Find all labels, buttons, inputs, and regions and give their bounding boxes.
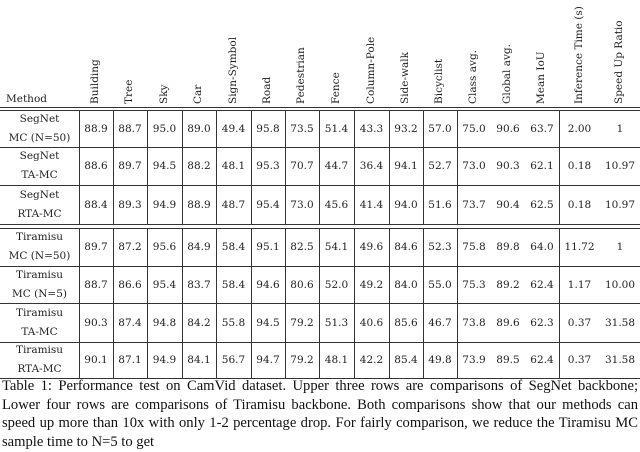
table-cell: 88.4 <box>84 198 108 211</box>
table-cell: 90.4 <box>496 198 520 211</box>
method-cell <box>0 147 79 185</box>
table-cell: 46.7 <box>428 316 452 329</box>
method-label-line: MC (N=50) <box>8 250 71 262</box>
table-cell: 88.7 <box>84 278 108 291</box>
table-cell: 10.97 <box>604 198 636 211</box>
table-cell: 84.2 <box>187 316 211 329</box>
table-cell: 52.7 <box>428 160 452 172</box>
column-header: Side-walk <box>399 51 411 104</box>
table-cell: 94.0 <box>394 198 418 211</box>
table-cell: 88.2 <box>187 160 211 172</box>
table-cell: 48.1 <box>221 160 246 172</box>
table-cell: 89.3 <box>118 198 142 211</box>
method-cell <box>0 110 79 147</box>
table-cell: 82.5 <box>290 241 314 253</box>
table-cell: 89.0 <box>187 122 211 135</box>
table-cell: 95.8 <box>256 122 280 135</box>
table-cell: 42.2 <box>359 354 384 366</box>
table-cell: 45.6 <box>324 198 349 211</box>
method-label-line: TA-MC <box>21 325 58 338</box>
table-cell: 31.58 <box>604 354 636 366</box>
table-cell: 73.8 <box>462 316 486 329</box>
method-label-line: Tiramisu <box>15 344 64 356</box>
table-cell: 89.8 <box>496 241 520 253</box>
table-cell: 89.7 <box>118 160 142 172</box>
table-cell: 95.4 <box>256 198 280 211</box>
column-header: Sky <box>157 84 170 104</box>
table-cell: 56.7 <box>221 354 246 366</box>
column-header: Mean IoU <box>535 51 547 104</box>
table-cell: 79.2 <box>290 354 314 366</box>
table-cell: 55.8 <box>221 316 246 329</box>
table-cell: 84.9 <box>187 241 211 253</box>
table-cell: 75.8 <box>462 241 486 253</box>
table-cell: 89.7 <box>84 241 108 253</box>
column-header: Speed Up Ratio <box>613 20 625 104</box>
method-label-line: SegNet <box>19 188 60 201</box>
table-cell: 10.97 <box>604 160 636 172</box>
table-cell: 51.3 <box>324 316 349 329</box>
table-cell: 75.0 <box>462 122 486 135</box>
table-cell: 49.8 <box>428 354 452 366</box>
table-cell: 62.1 <box>530 160 554 172</box>
table-cell: 87.2 <box>118 241 142 253</box>
method-label-line: Tiramisu <box>15 231 64 243</box>
method-label-line: SegNet <box>19 150 60 162</box>
table-cell: 94.1 <box>394 160 418 172</box>
table-cell: 11.72 <box>564 241 595 253</box>
table-cell: 88.7 <box>118 122 142 135</box>
method-cell <box>0 228 79 266</box>
column-header: Road <box>261 76 273 104</box>
method-label-line: MC (N=5) <box>12 287 67 300</box>
table-cell: 79.2 <box>290 316 314 329</box>
table-rule <box>0 107 640 108</box>
method-column-header: Method <box>6 93 47 105</box>
column-header: Column-Pole <box>364 36 377 104</box>
table-cell: 62.3 <box>530 316 554 329</box>
table-cell: 44.7 <box>324 160 349 172</box>
table-cell: 90.1 <box>84 354 108 366</box>
table-cell: 49.2 <box>359 278 384 291</box>
table-cell: 94.7 <box>256 354 280 366</box>
table-cell: 95.4 <box>152 278 177 291</box>
table-cell: 62.5 <box>530 198 554 211</box>
table-cell: 94.9 <box>152 198 177 211</box>
table-cell: 90.3 <box>496 160 520 172</box>
table-cell: 62.4 <box>530 278 554 291</box>
table-cell: 0.37 <box>567 354 592 366</box>
column-header: Tree <box>123 79 135 104</box>
table-cell: 87.4 <box>118 316 142 329</box>
method-cell <box>0 342 79 378</box>
table-cell: 87.1 <box>118 354 142 366</box>
table-cell: 93.2 <box>394 122 418 135</box>
table-cell: 43.3 <box>359 122 384 135</box>
table-cell: 2.00 <box>567 122 592 135</box>
table-cell: 62.4 <box>530 354 554 366</box>
table-cell: 49.6 <box>359 241 384 253</box>
table-cell: 95.1 <box>256 241 280 253</box>
table-cell: 94.5 <box>256 316 280 329</box>
table-cell: 48.7 <box>221 198 246 211</box>
table-cell: 89.6 <box>496 316 520 329</box>
table-cell: 83.7 <box>187 278 211 291</box>
table-cell: 40.6 <box>359 316 384 329</box>
table-cell: 84.1 <box>187 354 211 366</box>
table-cell: 88.9 <box>187 198 211 211</box>
table-cell: 89.5 <box>496 354 520 366</box>
table-cell: 95.3 <box>256 160 280 172</box>
table-cell: 51.6 <box>428 198 452 211</box>
table-cell: 70.7 <box>290 160 314 172</box>
table-cell: 41.4 <box>359 198 384 211</box>
table-cell: 94.9 <box>152 354 177 366</box>
table-cell: 90.3 <box>84 316 108 329</box>
table-cell: 88.9 <box>84 122 108 135</box>
table-cell: 73.5 <box>290 122 314 135</box>
table-cell: 89.2 <box>496 278 520 291</box>
column-header: Building <box>89 59 101 104</box>
method-label-line: TA-MC <box>21 169 58 181</box>
table-cell: 84.6 <box>394 241 418 253</box>
column-header: Car <box>192 84 204 104</box>
column-header: Inference Time (s) <box>572 6 585 104</box>
table-cell: 90.6 <box>496 122 520 135</box>
table-cell: 75.3 <box>462 278 486 291</box>
table-cell: 88.6 <box>84 160 108 172</box>
table-cell: 73.7 <box>462 198 486 211</box>
table-cell: 63.7 <box>530 122 554 135</box>
table-cell: 54.1 <box>324 241 349 253</box>
table-cell: 51.4 <box>324 122 349 135</box>
column-header: Class avg. <box>467 49 479 104</box>
column-header: Pedestrian <box>295 47 307 104</box>
table-cell: 85.6 <box>394 316 418 329</box>
method-cell <box>0 185 79 224</box>
table-cell: 1 <box>616 241 624 253</box>
table-rule <box>0 224 640 225</box>
table-cell: 84.0 <box>394 278 418 291</box>
method-label-line: RTA-MC <box>17 207 62 220</box>
table-cell: 52.3 <box>428 241 452 253</box>
table-cell: 85.4 <box>394 354 418 366</box>
table-cell: 95.0 <box>152 122 177 135</box>
table-cell: 57.0 <box>428 122 452 135</box>
table-cell: 86.6 <box>118 278 142 291</box>
column-header: Fence <box>329 72 342 104</box>
method-label-line: Tiramisu <box>15 306 64 319</box>
method-label-line: Tiramisu <box>15 268 64 281</box>
column-header: Bicyclist <box>433 58 445 104</box>
table-cell: 52.0 <box>324 278 349 291</box>
table-cell: 1.17 <box>567 278 592 291</box>
table-cell: 80.6 <box>290 278 314 291</box>
method-label-line: SegNet <box>19 112 60 125</box>
table-cell: 64.0 <box>530 241 554 253</box>
table-cell: 49.4 <box>221 122 246 135</box>
table-cell: 94.8 <box>152 316 177 329</box>
table-cell: 73.0 <box>290 198 314 211</box>
table-header <box>0 0 640 108</box>
table-cell: 58.4 <box>221 278 246 291</box>
table-cell: 94.5 <box>152 160 177 172</box>
table-cell: 10.00 <box>604 278 636 291</box>
table-cell: 0.18 <box>567 198 592 211</box>
table-cell: 36.4 <box>359 160 384 172</box>
method-cell <box>0 266 79 303</box>
method-label-line: MC (N=50) <box>8 131 71 144</box>
table-cell: 48.1 <box>324 354 349 366</box>
table-cell: 55.0 <box>428 278 452 291</box>
table-caption: Table 1: Performance test on CamVid dataset. Upper three rows are comparisons of SegNet backbone; Lower four rows are comparisons of Tiramisu backbone. Both comparisons show that our methods can speed up more than 10x with only 1-2 percentage drop. For fairly comparison, we reduce the Tiramisu MC sample time to N=5 to get <box>2 378 638 450</box>
table-cell: 94.6 <box>256 278 280 291</box>
table-cell: 58.4 <box>221 241 246 253</box>
column-header: Global avg. <box>501 44 513 104</box>
table-cell: 0.37 <box>567 316 592 329</box>
table-cell: 95.6 <box>152 241 177 253</box>
method-label-line: RTA-MC <box>17 363 62 375</box>
table-cell: 73.0 <box>462 160 486 172</box>
table-cell: 0.18 <box>567 160 592 172</box>
table-cell: 1 <box>616 122 624 135</box>
column-header: Sign-Symbol <box>226 36 239 104</box>
table-cell: 31.58 <box>604 316 636 329</box>
table-cell: 73.9 <box>462 354 486 366</box>
method-cell <box>0 303 79 342</box>
